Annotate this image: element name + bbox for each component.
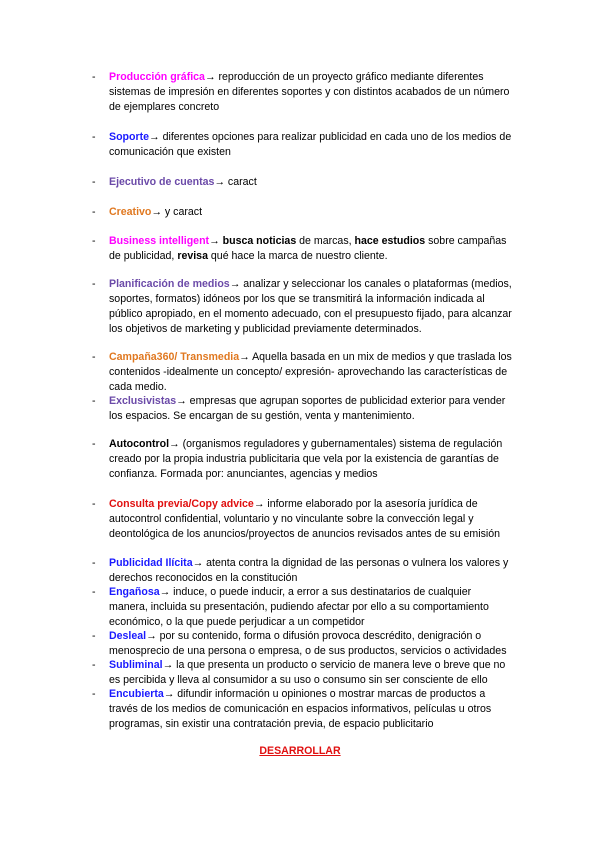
bullet-dash: - (92, 438, 96, 450)
definition-text: qué hace la marca de nuestro cliente. (207, 250, 388, 262)
term-consulta-previa: Consulta previa/Copy advice (109, 498, 254, 510)
definition-text: la que presenta un producto o servicio de manera leve o breve que no es percibida y lleva al consumidor a su uso o consumo sin ser consciente de ello (109, 659, 506, 686)
bullet-dash: - (92, 206, 96, 218)
list-item (92, 175, 512, 190)
arrow-icon: → (163, 688, 175, 700)
term-ejecutivo-de-cuentas: Ejecutivo de cuentas (109, 176, 215, 188)
bullet-dash: - (92, 688, 96, 700)
bullet-dash: - (92, 176, 96, 188)
bold-phrase: hace estudios (354, 235, 426, 247)
bold-phrase: revisa (177, 250, 208, 262)
term-publicidad-ilicita: Publicidad Ilícita (109, 557, 193, 569)
list-item (92, 585, 512, 630)
term-planificacion-de-medios: Planificación de medios (109, 278, 230, 290)
arrow-icon: → (159, 586, 171, 598)
arrow-icon: → (192, 557, 204, 569)
arrow-icon: → (162, 659, 174, 671)
term-autocontrol: Autocontrol (109, 438, 170, 450)
bullet-dash: - (92, 235, 96, 247)
desarrollar-heading: DESARROLLAR (259, 745, 341, 757)
definition-text: diferentes opciones para realizar publicidad en cada uno de los medios de comunicación que existen (109, 131, 512, 158)
list-item (92, 130, 512, 160)
list-item (92, 556, 512, 586)
list-item (92, 658, 512, 688)
definition-text: sobre campañas de publicidad, (109, 235, 507, 262)
definition-text: por su contenido, forma o difusión provoca descrédito, denigración o menosprecio de una persona o empresa, o de sus productos, servicios o actividades (109, 630, 507, 657)
arrow-icon: → (204, 71, 216, 83)
term-enganosa: Engañosa (109, 586, 160, 598)
term-campana360-transmedia: Campaña360/ Transmedia (109, 351, 240, 363)
definition-text: informe elaborado por la asesoría jurídica de autocontrol confidential, voluntario y no vinculante sobre la convección legal y deontológica de los anuncios/proyectos de anuncios revisados antes de su emisión (109, 498, 501, 540)
arrow-icon: → (253, 498, 265, 510)
definition-text: caract (224, 176, 257, 188)
bullet-dash: - (92, 351, 96, 363)
definition-text: y caract (161, 206, 203, 218)
list-item (92, 687, 512, 732)
list-item (92, 350, 512, 395)
arrow-icon: → (209, 235, 220, 247)
term-encubierta: Encubierta (109, 688, 164, 700)
arrow-icon: → (214, 176, 225, 188)
bullet-dash: - (92, 131, 96, 143)
definition-text: reproducción de un proyecto gráfico mediante diferentes sistemas de impresión en diferentes soportes y con distintos acabados de un número de ejemplares concreto (109, 71, 510, 113)
list-item (92, 394, 512, 424)
bold-phrase: busca noticias (222, 235, 297, 247)
arrow-icon: → (149, 131, 160, 143)
definition-text: atenta contra la dignidad de las personas o vulnera los valores y derechos reconocidos en la constitución (109, 557, 509, 584)
term-soporte: Soporte (109, 131, 150, 143)
definition-text: Aquella basada en un mix de medios y que traslada los contenidos -idealmente un concepto/ expresión- aprovechando las características de cada medio. (109, 351, 512, 393)
list-item (92, 277, 512, 337)
bullet-dash: - (92, 659, 96, 671)
bullet-dash: - (92, 278, 96, 290)
bullet-dash: - (92, 557, 96, 569)
term-creativo: Creativo (109, 206, 152, 218)
list-item (92, 437, 512, 482)
definition-text: (organismos reguladores y gubernamentales) sistema de regulación creado por la propia industria publicitaria que vela por la existencia de garantías de confianza. Formada por: anunciantes, agencias y medios (109, 438, 503, 480)
bullet-dash: - (92, 395, 96, 407)
list-item (92, 205, 512, 220)
definition-text: induce, o puede inducir, a error a sus destinatarios de cualquier manera, incluida su presentación, pudiendo afectar por ello a su comportamiento económico, o la que puede perjudicar a un competidor (109, 586, 489, 628)
term-exclusivistas: Exclusivistas (109, 395, 177, 407)
term-desleal: Desleal (109, 630, 147, 642)
definition-text: analizar y seleccionar los canales o plataformas (medios, soportes, formatos) idóneos por los que se transmitirá la información indicada al público apropiado, en el momento adecuado, con el presupuesto fijado, para alcanzar los objetivos de marketing y publicidad previamente determinados. (109, 278, 512, 335)
arrow-icon: → (176, 395, 187, 407)
term-subliminal: Subliminal (109, 659, 163, 671)
term-business-intelligent: Business intelligent (109, 235, 210, 247)
term-produccion-grafica: Producción gráfica (109, 71, 205, 83)
arrow-icon: → (239, 351, 250, 363)
list-item (92, 234, 512, 264)
definition-text: de marcas, (296, 235, 355, 247)
list-item (92, 629, 512, 659)
definition-text: difundir información u opiniones o mostrar marcas de productos a través de los medios de comunicación en espacios informativos, películas u otros programas, sin existir una contratación previa, de espacio publicitario (109, 688, 492, 730)
bullet-dash: - (92, 498, 96, 510)
arrow-icon: → (169, 438, 180, 450)
definition-text: empresas que agrupan soportes de publicidad exterior para vender los espacios. Se encargan de su gestión, venta y mantenimiento. (109, 395, 506, 422)
bullet-dash: - (92, 71, 96, 83)
bullet-dash: - (92, 630, 96, 642)
list-item (92, 70, 512, 115)
arrow-icon: → (146, 630, 157, 642)
list-item (92, 497, 512, 542)
bullet-dash: - (92, 586, 96, 598)
arrow-icon: → (229, 278, 241, 290)
arrow-icon: → (151, 206, 162, 218)
